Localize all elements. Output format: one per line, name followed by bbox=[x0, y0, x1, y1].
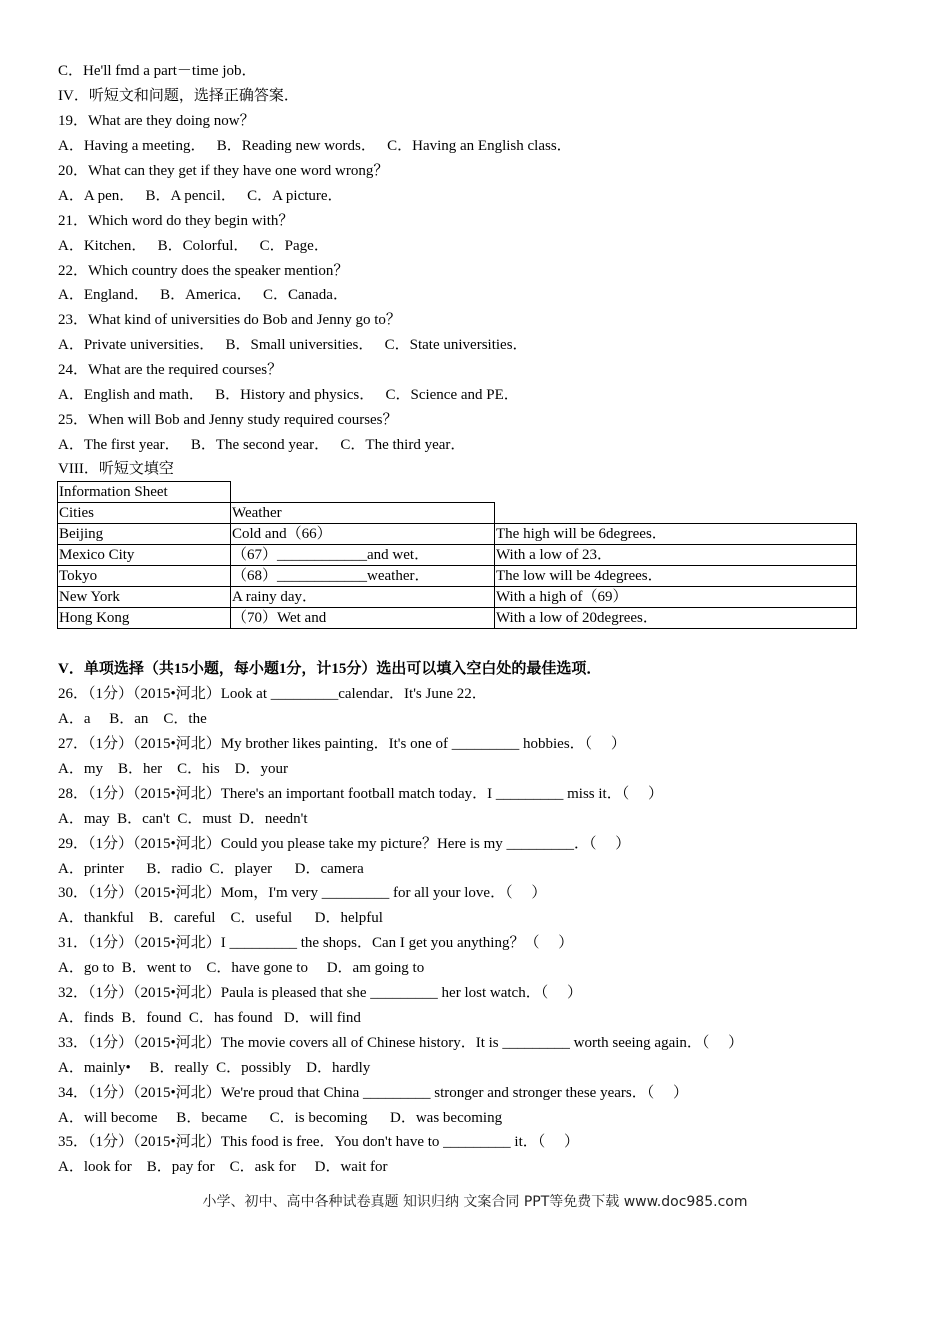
question-line: 34．（1分）（2015•河北）We're proud that China _________ stronger and stronger these years．（ ） bbox=[58, 1085, 688, 1101]
question-line: 32．（1分）（2015•河北）Paula is pleased that she _________ her lost watch．（ ） bbox=[58, 985, 582, 1001]
table-row bbox=[58, 545, 857, 566]
information-sheet-table bbox=[57, 481, 857, 629]
table-cell: With a low of 23． bbox=[495, 545, 857, 566]
options-line: A．my B．her C．his D．your bbox=[58, 761, 288, 777]
table-title: Information Sheet bbox=[58, 482, 231, 503]
options-line: A．a B．an C．the bbox=[58, 711, 207, 727]
table-cell: Beijing bbox=[58, 524, 231, 545]
options-line: A．thankful B．careful C．useful D．helpful bbox=[58, 910, 383, 926]
question-line: 27．（1分）（2015•河北）My brother likes painting．It's one of _________ hobbies．（ ） bbox=[58, 736, 626, 752]
options-line: A．look for B．pay for C．ask for D．wait for bbox=[58, 1159, 388, 1175]
header-weather: Weather bbox=[231, 503, 495, 524]
options-line: A．Private universities． B．Small universities． C．State universities． bbox=[58, 337, 528, 353]
table-row bbox=[58, 524, 857, 545]
table-cell: Mexico City bbox=[58, 545, 231, 566]
table-cell: （68）____________weather． bbox=[231, 566, 495, 587]
table-cell: With a low of 20degrees． bbox=[495, 608, 857, 629]
table-cell: Tokyo bbox=[58, 566, 231, 587]
options-line: A．Kitchen． B．Colorful． C．Page． bbox=[58, 238, 329, 254]
table-title-row bbox=[58, 482, 857, 503]
table-cell: With a high of（69） bbox=[495, 587, 857, 608]
question-line: 31．（1分）（2015•河北）I _________ the shops．Can I get you anything？（ ） bbox=[58, 935, 574, 951]
options-line: A．may B．can't C．must D．needn't bbox=[58, 811, 308, 827]
table-cell: New York bbox=[58, 587, 231, 608]
options-line: A．will become B．became C．is becoming D．was becoming bbox=[58, 1110, 503, 1126]
table-cell: Cold and（66） bbox=[231, 524, 495, 545]
table-cell: （67）____________and wet． bbox=[231, 545, 495, 566]
question-line: 20．What can they get if they have one word wrong？ bbox=[58, 163, 389, 179]
table-row bbox=[58, 566, 857, 587]
options-line: A．English and math． B．History and physics． C．Science and PE． bbox=[58, 387, 519, 403]
options-line: A．England． B．America． C．Canada． bbox=[58, 287, 348, 303]
options-line: A．printer B．radio C．player D．camera bbox=[58, 861, 364, 877]
text-line: C．He'll fmd a part－time job． bbox=[58, 63, 257, 79]
question-line: 23．What kind of universities do Bob and Jenny go to？ bbox=[58, 312, 401, 328]
options-line: A．Having a meeting． B．Reading new words． C．Having an English class． bbox=[58, 138, 572, 154]
table-cell: （70）Wet and bbox=[231, 608, 495, 629]
question-line: 22．Which country does the speaker mention？ bbox=[58, 263, 349, 279]
question-line: 35．（1分）（2015•河北）This food is free．You don't have to _________ it．（ ） bbox=[58, 1134, 579, 1150]
question-line: 29．（1分）（2015•河北）Could you please take my picture？Here is my _________．（ ） bbox=[58, 836, 631, 852]
question-line: 28．（1分）（2015•河北）There's an important football match today．I _________ miss it．（ ） bbox=[58, 786, 663, 802]
question-line: 24．What are the required courses？ bbox=[58, 362, 283, 378]
options-line: A．A pen． B．A pencil． C．A picture． bbox=[58, 188, 343, 204]
table-header-row bbox=[58, 503, 857, 524]
section-heading: IV．听短文和问题，选择正确答案． bbox=[58, 88, 299, 104]
options-line: A．finds B．found C．has found D．will find bbox=[58, 1010, 361, 1026]
table-cell: Hong Kong bbox=[58, 608, 231, 629]
table-row bbox=[58, 608, 857, 629]
question-line: 33．（1分）（2015•河北）The movie covers all of Chinese history．It is _________ worth seeing again．（ ） bbox=[58, 1035, 744, 1051]
question-line: 25．When will Bob and Jenny study required courses？ bbox=[58, 412, 398, 428]
options-line: A．go to B．went to C．have gone to D．am going to bbox=[58, 960, 425, 976]
section-heading: VIII．听短文填空 bbox=[58, 461, 174, 477]
question-line: 21．Which word do they begin with？ bbox=[58, 213, 294, 229]
section-title: V．单项选择（共15小题，每小题1分，计15分）选出可以填入空白处的最佳选项． bbox=[58, 661, 602, 677]
table-row bbox=[58, 587, 857, 608]
question-line: 30．（1分）（2015•河北）Mom，I'm very _________ for all your love．（ ） bbox=[58, 885, 547, 901]
table-cell: The low will be 4degrees． bbox=[495, 566, 857, 587]
header-cities: Cities bbox=[58, 503, 231, 524]
table-cell: The high will be 6degrees． bbox=[495, 524, 857, 545]
question-line: 26．（1分）（2015•河北）Look at _________calendar．It's June 22． bbox=[58, 686, 487, 702]
table-cell: A rainy day． bbox=[231, 587, 495, 608]
question-line: 19．What are they doing now？ bbox=[58, 113, 255, 129]
options-line: A．mainly• B．really C．possibly D．hardly bbox=[58, 1060, 371, 1076]
page-footer: 小学、初中、高中各种试卷真题 知识归纳 文案合同 PPT等免费下载 www.doc985.com bbox=[202, 1194, 748, 1210]
options-line: A．The first year． B．The second year． C．The third year． bbox=[58, 437, 466, 453]
